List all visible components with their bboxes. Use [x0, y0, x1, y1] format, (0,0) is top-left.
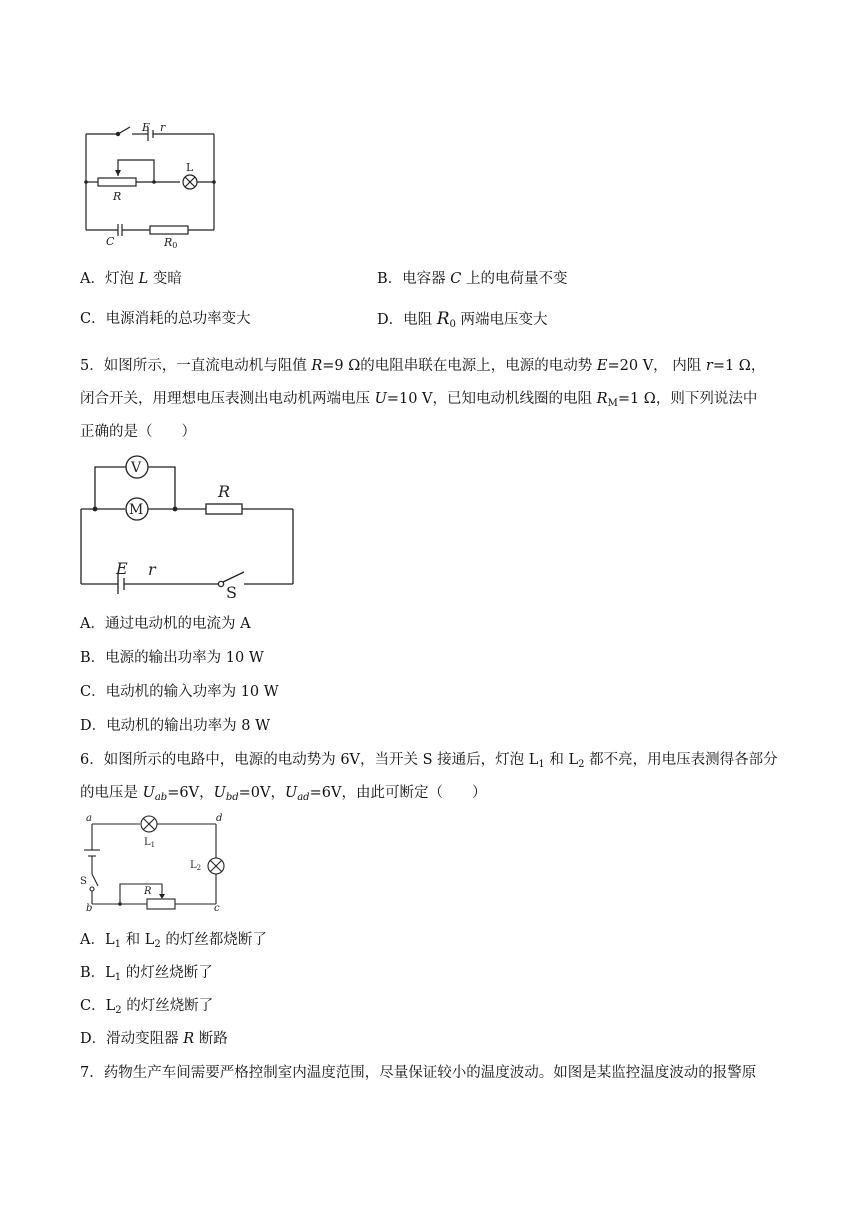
node-d-label: d — [216, 813, 223, 824]
internal-resistance-label: r — [148, 560, 156, 579]
q4-option-d[interactable]: D．电阻 $R_0$ 两端电压变大 — [377, 309, 548, 330]
emf-label: E — [116, 559, 128, 578]
q5-option-a[interactable]: A．通过电动机的电流为 A — [80, 616, 251, 632]
q5-option-d[interactable]: D．电动机的输出功率为 8 W — [80, 718, 270, 734]
q5-option-c[interactable]: C．电动机的输入功率为 10 W — [80, 684, 279, 700]
label-C: C — [106, 235, 115, 248]
q5-stem-line-3: 正确的是（ ） — [80, 424, 196, 440]
node-c-label: c — [214, 903, 220, 914]
label-R: R — [113, 190, 122, 203]
circuit-figure-q4 — [80, 118, 220, 248]
q5-stem-line-1: 5．如图所示，一直流电动机与阻值 R=9 Ω的电阻串联在电源上，电源的电动势 E=20 V， 内阻 r=1 Ω， — [80, 358, 766, 374]
q4-option-c[interactable]: C．电源消耗的总功率变大 — [80, 311, 251, 327]
lamp-l2-label: $L_2$ — [190, 860, 202, 872]
switch-label: S — [226, 583, 237, 602]
q6-option-c[interactable]: C．$L_2$ 的灯丝烧断了 — [80, 998, 214, 1016]
q6-option-a[interactable]: A．$L_1$ 和 $L_2$ 的灯丝都烧断了 — [80, 932, 267, 950]
circuit-figure-q6 — [80, 812, 230, 912]
voltmeter-label: V — [131, 460, 142, 476]
resistor-label: R — [218, 482, 231, 501]
switch-s-label: S — [80, 876, 87, 887]
q5-stem-line-2: 闭合开关，用理想电压表测出电动机两端电压 U=10 V，已知电动机线圈的电阻 $R_M=1$ Ω，则下列说法中 — [80, 391, 758, 409]
label-r: r — [160, 121, 166, 134]
circuit-figure-q5 — [78, 452, 298, 602]
q6-stem-line-2: 的电压是 $U_{ab}=6V$，$U_{bd}=0V$，$U_{ad}=6V$，由此可断定（ ） — [80, 785, 487, 803]
label-L: L — [186, 161, 194, 174]
rheostat-r-label: R — [144, 886, 152, 897]
q4-option-b[interactable]: B．电容器 C 上的电荷量不变 — [377, 271, 568, 287]
node-b-label: b — [86, 903, 93, 914]
label-E: E — [142, 121, 151, 134]
q5-option-b[interactable]: B．电源的输出功率为 10 W — [80, 650, 264, 666]
q6-option-d[interactable]: D．滑动变阻器 R 断路 — [80, 1031, 228, 1047]
label-R0: R0 — [164, 236, 178, 250]
q6-stem-line-1: 6．如图所示的电路中，电源的电动势为 6V，当开关 S 接通后，灯泡 $L_1$ 和 $L_2$ 都不亮，用电压表测得各部分 — [80, 752, 778, 770]
motor-label: M — [129, 502, 144, 518]
node-a-label: a — [86, 813, 92, 824]
q7-stem-line-1: 7．药物生产车间需要严格控制室内温度范围，尽量保证较小的温度波动。如图是某监控温度波动的报警原 — [80, 1065, 757, 1081]
q4-option-a[interactable]: A．灯泡 L 变暗 — [80, 271, 182, 287]
q6-option-b[interactable]: B．$L_1$ 的灯丝烧断了 — [80, 965, 213, 983]
lamp-l1-label: $L_1$ — [144, 837, 156, 849]
